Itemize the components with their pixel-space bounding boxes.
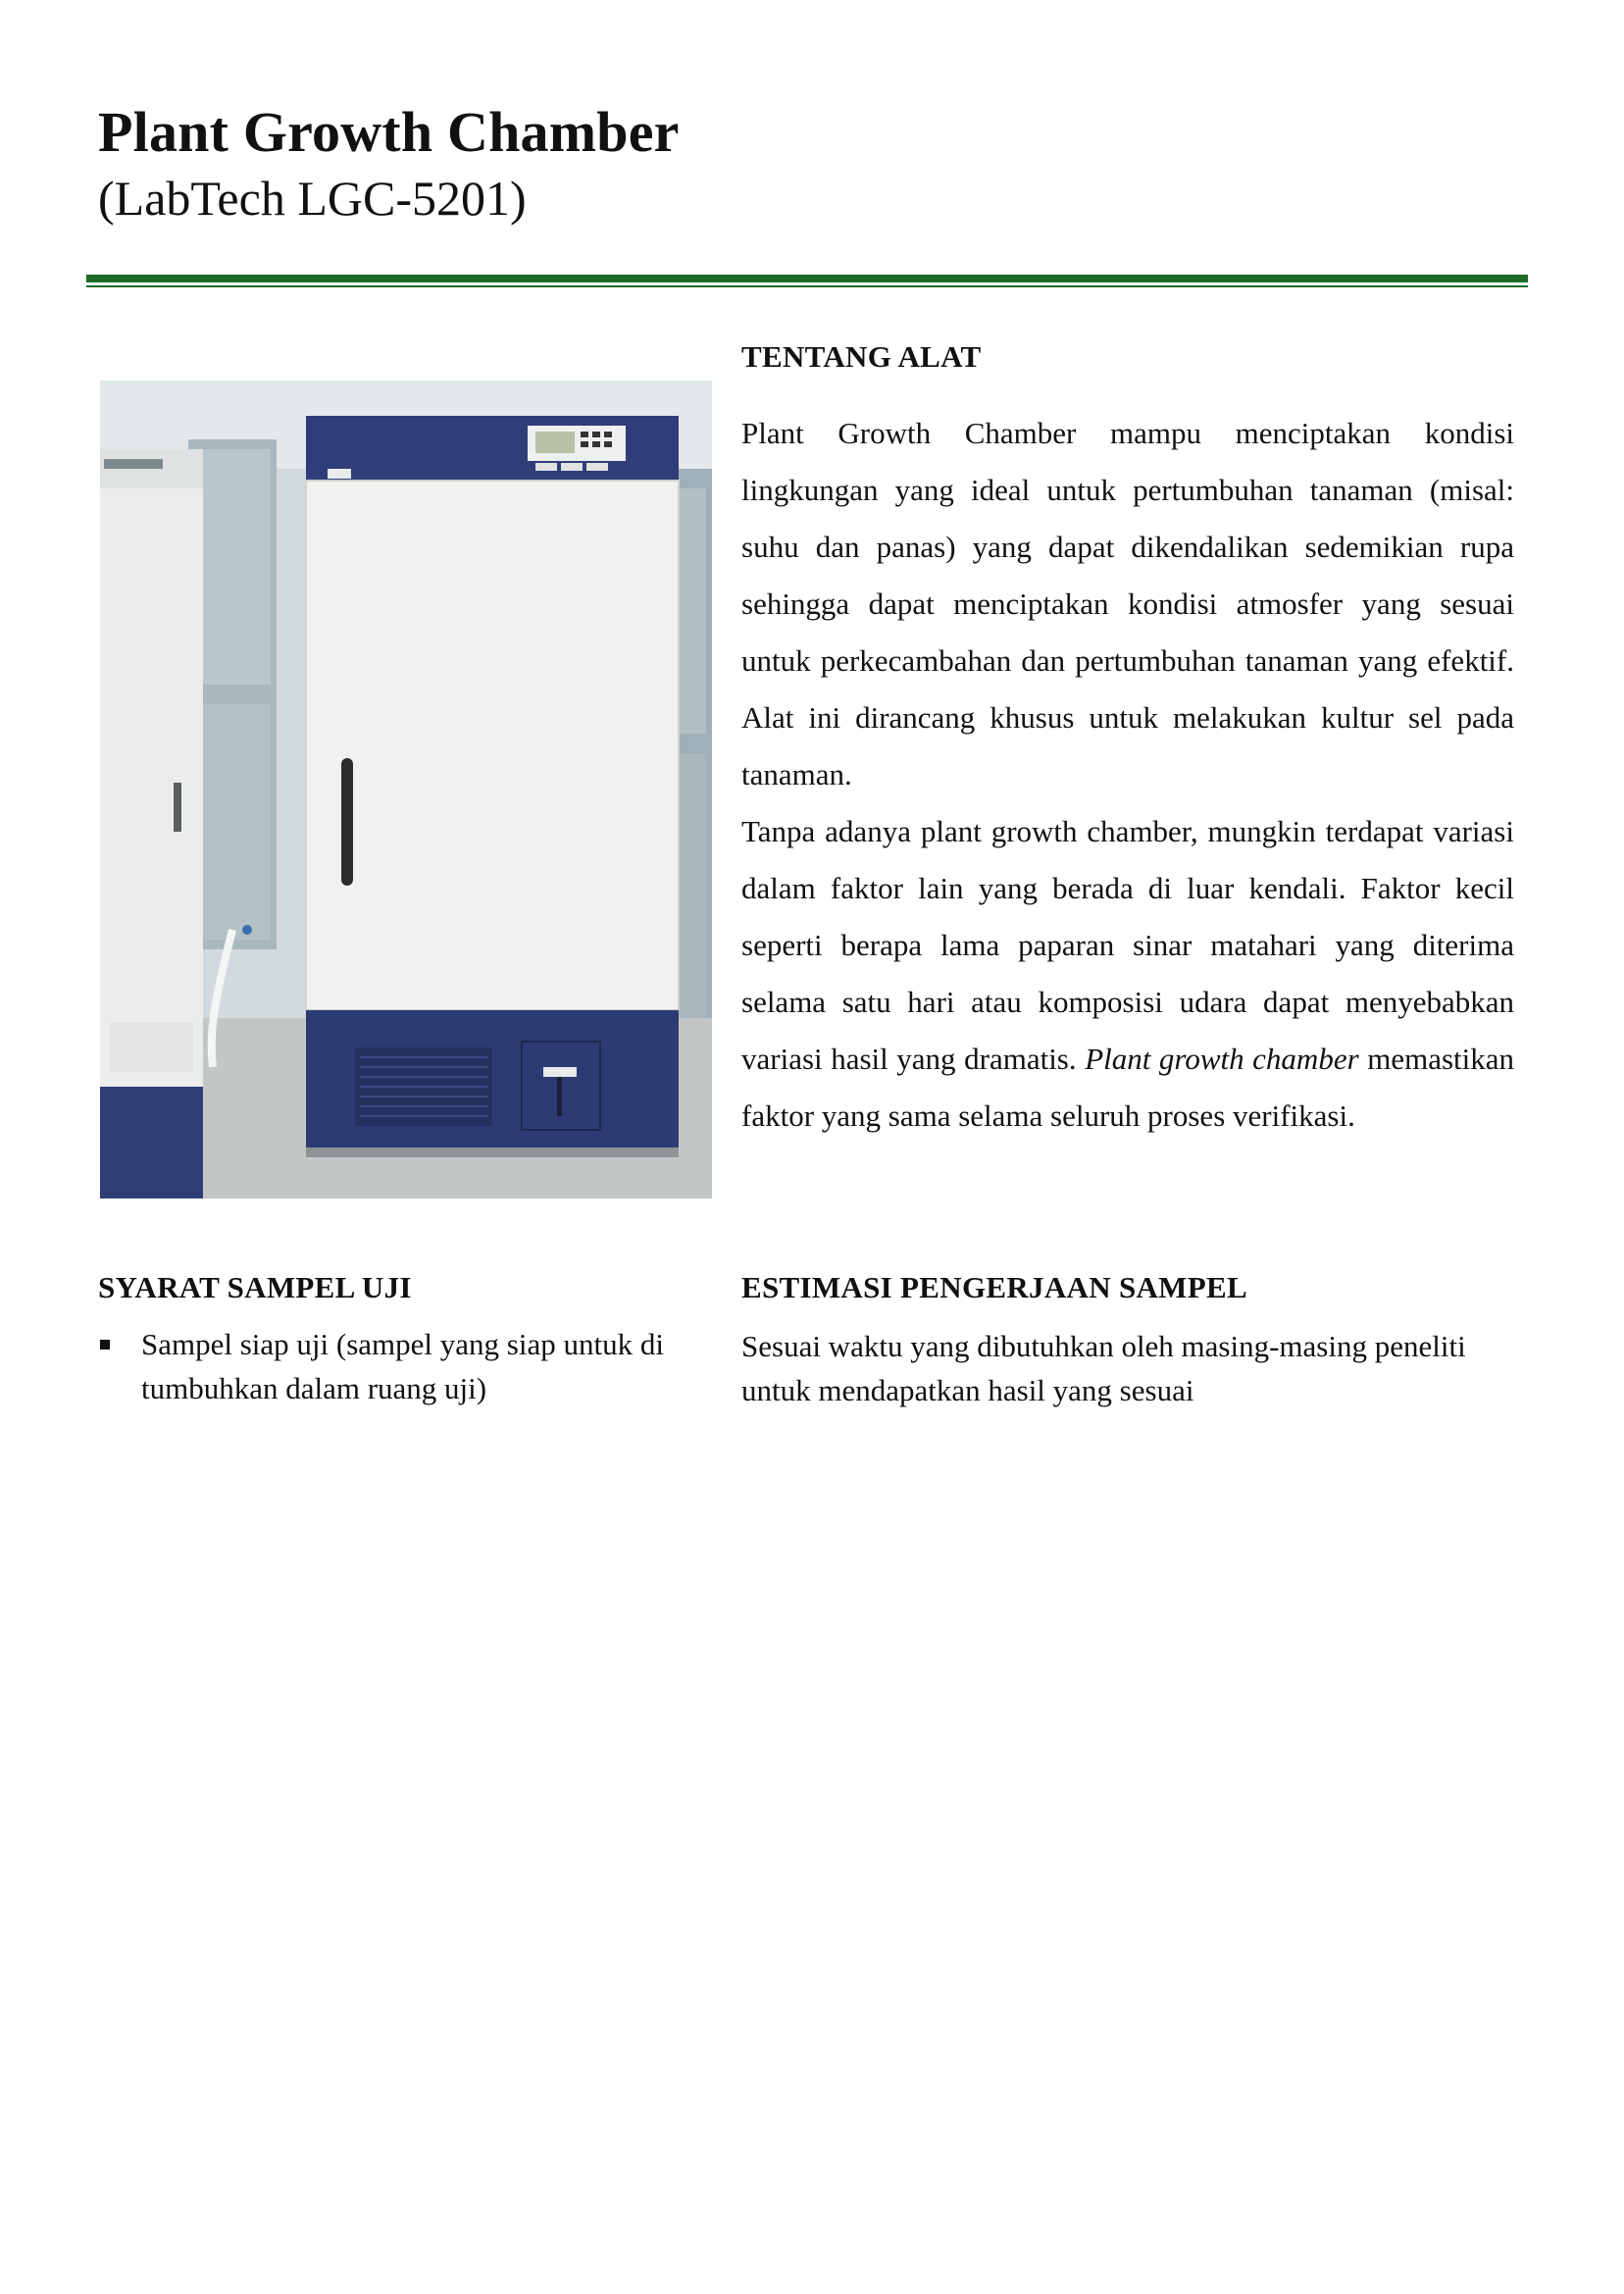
about-paragraph-2: Tanpa adanya plant growth chamber, mungkin terdapat variasi dalam faktor lain yang berada di luar kendali. Faktor kecil seperti berapa lama paparan sinar matahari yang diterima selama satu hari atau komposisi udara dapat menyebabkan variasi hasil yang dramatis. Plant growth chamber memastikan faktor yang sama selama seluruh proses verifikasi. (741, 814, 1515, 1133)
sample-estimation-text: Sesuai waktu yang dibutuhkan oleh masing-masing peneliti untuk mendapatkan hasil yang sesuai (741, 1329, 1466, 1407)
sample-estimation-heading: ESTIMASI PENGERJAAN SAMPEL (741, 1270, 1247, 1304)
plant-growth-chamber-image (100, 381, 712, 1198)
sample-requirements-list (98, 1322, 696, 1410)
sample-requirements-heading: SYARAT SAMPEL UJI (98, 1270, 412, 1304)
about-description (741, 405, 1514, 1145)
square-bullet-icon (100, 1340, 110, 1350)
model-subtitle: (LabTech LGC-5201) (98, 171, 527, 226)
header-divider-thin (86, 285, 1528, 287)
about-paragraph-1: Plant Growth Chamber mampu menciptakan kondisi lingkungan yang ideal untuk pertumbuhan tanaman (misal: suhu dan panas) yang dapat dikendalikan sedemikian rupa sehingga dapat menciptakan kondisi atmosfer yang sesuai untuk perkecambahan dan pertumbuhan tanaman yang efektif. Alat ini dirancang khusus untuk melakukan kultur sel pada tanaman. (741, 416, 1514, 791)
about-heading: TENTANG ALAT (741, 339, 982, 374)
list-item: Sampel siap uji (sampel yang siap untuk di tumbuhkan dalam ruang uji) (98, 1322, 696, 1410)
page-title: Plant Growth Chamber (98, 100, 680, 164)
equipment-photo (100, 381, 712, 1198)
header-divider-thick (86, 275, 1528, 282)
